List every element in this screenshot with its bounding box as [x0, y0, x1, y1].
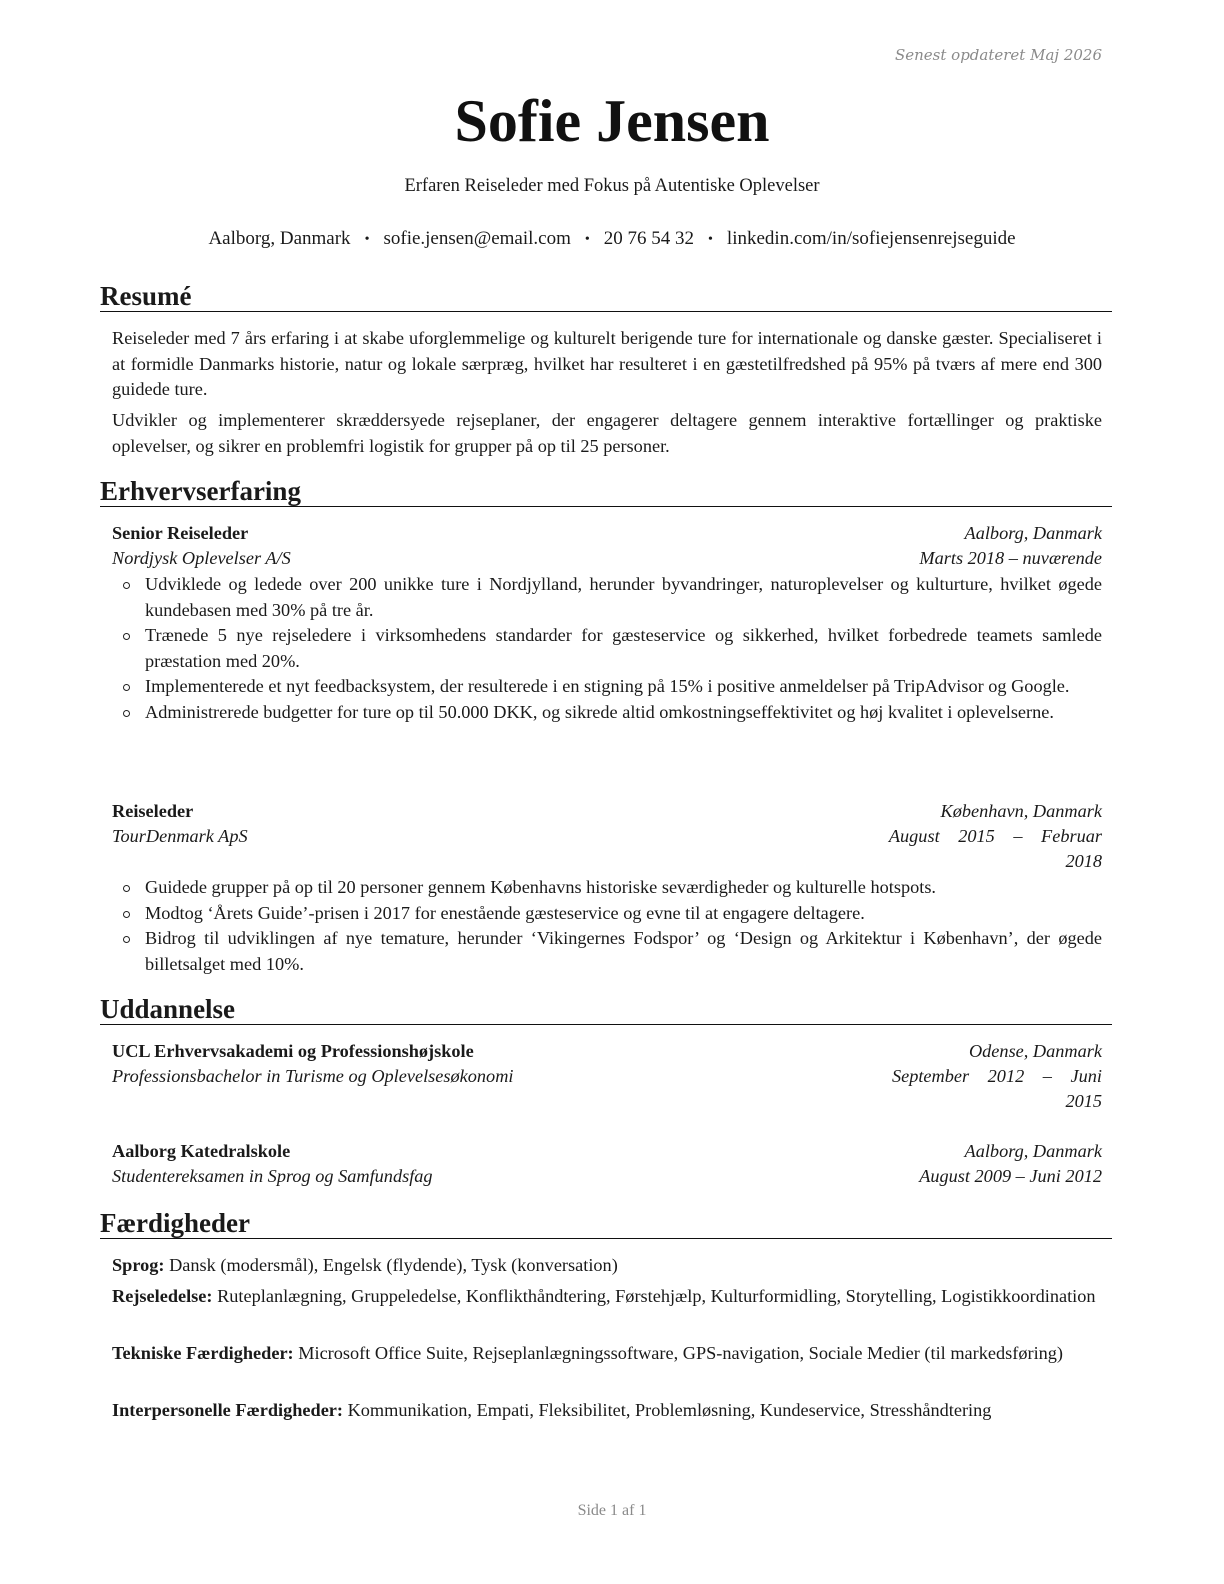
job-bullets [112, 875, 1102, 977]
contact-location: Aalborg, Danmark [208, 228, 351, 249]
candidate-title: Erfaren Reiseleder med Fokus på Autentiske Oplevelser [404, 176, 820, 196]
job-subheader [112, 546, 1102, 571]
list-item: Implementerede et nyt feedbacksystem, der resulterede i en stigning på 15% i positive anmeldelser på TripAdvisor og Google. [112, 674, 1102, 700]
skill-value: Microsoft Office Suite, Rejseplanlægningssoftware, GPS-navigation, Sociale Medier (til markedsføring) [298, 1343, 1064, 1363]
section-heading-summary: Resumé [100, 281, 1112, 312]
school-dates-continued: 2015 [1065, 1091, 1102, 1111]
list-item: Guidede grupper på op til 20 personer gennem Københavns historiske seværdigheder og kulturelle hotspots. [112, 875, 1102, 901]
section-heading-education: Uddannelse [100, 994, 1112, 1025]
skill-label: Tekniske Færdigheder: [112, 1343, 294, 1363]
skill-line [112, 1341, 1102, 1367]
circle-bullet-icon [123, 911, 130, 918]
section-heading-skills: Færdigheder [100, 1208, 1112, 1239]
contact-phone: 20 76 54 32 [603, 228, 695, 249]
list-item: Administrerede budgetter for ture op til 50.000 DKK, og sikrede altid omkostningseffektivitet og høj kvalitet i oplevelserne. [112, 700, 1102, 726]
job-company: Nordjysk Oplevelser A/S [112, 548, 291, 568]
school-name: UCL Erhvervsakademi og Professionshøjskole [112, 1041, 474, 1061]
circle-bullet-icon [123, 936, 130, 943]
skill-value: Kommunikation, Empati, Fleksibilitet, Problemløsning, Kundeservice, Stresshåndtering [347, 1400, 992, 1420]
bullet-separator: • [708, 232, 713, 247]
circle-bullet-icon [123, 582, 130, 589]
summary-paragraph: Reiseleder med 7 års erfaring i at skabe uforglemmelige og kulturelt berigende ture for internationale og danske gæster. Specialiseret i at formidle Danmarks historie, natur og lokale særpræg, hvilket har resulteret i en gæstetilfredshed på 95% på tværs af mere end 300 guidede ture. [112, 328, 1102, 399]
school-name: Aalborg Katedralskole [112, 1141, 291, 1161]
circle-bullet-icon [123, 633, 130, 640]
school-subheader [112, 1164, 1102, 1189]
circle-bullet-icon [123, 684, 130, 691]
job-dates: August 2015 – Februar [888, 826, 1102, 846]
school-header [112, 1039, 1102, 1064]
job-header [112, 521, 1102, 546]
circle-bullet-icon [123, 885, 130, 892]
skill-line [112, 1398, 1102, 1424]
job-title: Senior Reiseleder [112, 523, 249, 543]
skill-label: Sprog: [112, 1255, 165, 1275]
contact-email[interactable]: sofie.jensen@email.com [383, 228, 571, 249]
job-dates: Marts 2018 – nuværende [919, 548, 1102, 568]
skill-value: Ruteplanlægning, Gruppeledelse, Konflikthåndtering, Førstehjælp, Kulturformidling, Storytelling, Logistikkoordination [217, 1286, 1096, 1306]
school-degree: Studentereksamen in Sprog og Samfundsfag [112, 1166, 433, 1186]
job-location: Aalborg, Danmark [964, 523, 1102, 543]
list-item: Udviklede og ledede over 200 unikke ture i Nordjylland, herunder byvandringer, naturoplevelser og kulturture, hvilket øgede kundebasen med 30% på tre år. [112, 572, 1102, 623]
job-header [112, 799, 1102, 824]
job-company: TourDenmark ApS [112, 826, 248, 846]
school-dates: August 2009 – Juni 2012 [919, 1166, 1102, 1186]
skill-label: Rejseledelse: [112, 1286, 213, 1306]
list-item: Bidrog til udviklingen af nye temature, herunder ‘Vikingernes Fodspor’ og ‘Design og Arkitektur i København’, der øgede billetsalget med 10%. [112, 926, 1102, 977]
skill-line [112, 1253, 1102, 1279]
school-location: Aalborg, Danmark [964, 1141, 1102, 1161]
contact-linkedin[interactable]: linkedin.com/in/sofiejensenrejseguide [726, 228, 1016, 249]
bullet-separator: • [364, 232, 370, 247]
school-dates: September 2012 – Juni [891, 1066, 1102, 1086]
skill-label: Interpersonelle Færdigheder: [112, 1400, 344, 1420]
school-subheader [112, 1064, 1102, 1089]
contact-line [0, 228, 1224, 250]
page-number: Side 1 af 1 [577, 1502, 647, 1519]
list-item: Trænede 5 nye rejseledere i virksomhedens standarder for gæsteservice og sikkerhed, hvilket forbedrede teamets samlede præstation med 20%. [112, 623, 1102, 674]
job-bullets [112, 572, 1102, 725]
skill-value: Dansk (modersmål), Engelsk (flydende), Tysk (konversation) [169, 1255, 618, 1275]
circle-bullet-icon [123, 710, 130, 717]
section-heading-experience: Erhvervserfaring [100, 476, 1112, 507]
school-header [112, 1139, 1102, 1164]
skill-line [112, 1284, 1102, 1310]
last-updated: Senest opdateret Maj 2026 [894, 46, 1102, 64]
list-item: Modtog ‘Årets Guide’-prisen i 2017 for enestående gæsteservice og evne til at engagere deltagere. [112, 901, 1102, 927]
school-location: Odense, Danmark [968, 1041, 1102, 1061]
summary-paragraph: Udvikler og implementerer skræddersyede rejseplaner, der engagerer deltagere gennem interaktive fortællinger og praktiske oplevelser, og sikrer en problemfri logistik for grupper på op til 25 personer. [112, 410, 1102, 456]
job-title: Reiseleder [112, 801, 194, 821]
school-degree: Professionsbachelor in Turisme og Oplevelsesøkonomi [112, 1066, 514, 1086]
job-dates-continued: 2018 [1065, 851, 1102, 871]
bullet-separator: • [584, 232, 590, 247]
job-subheader [112, 824, 1102, 849]
job-location: København, Danmark [940, 801, 1102, 821]
candidate-name: Sofie Jensen [454, 88, 770, 154]
